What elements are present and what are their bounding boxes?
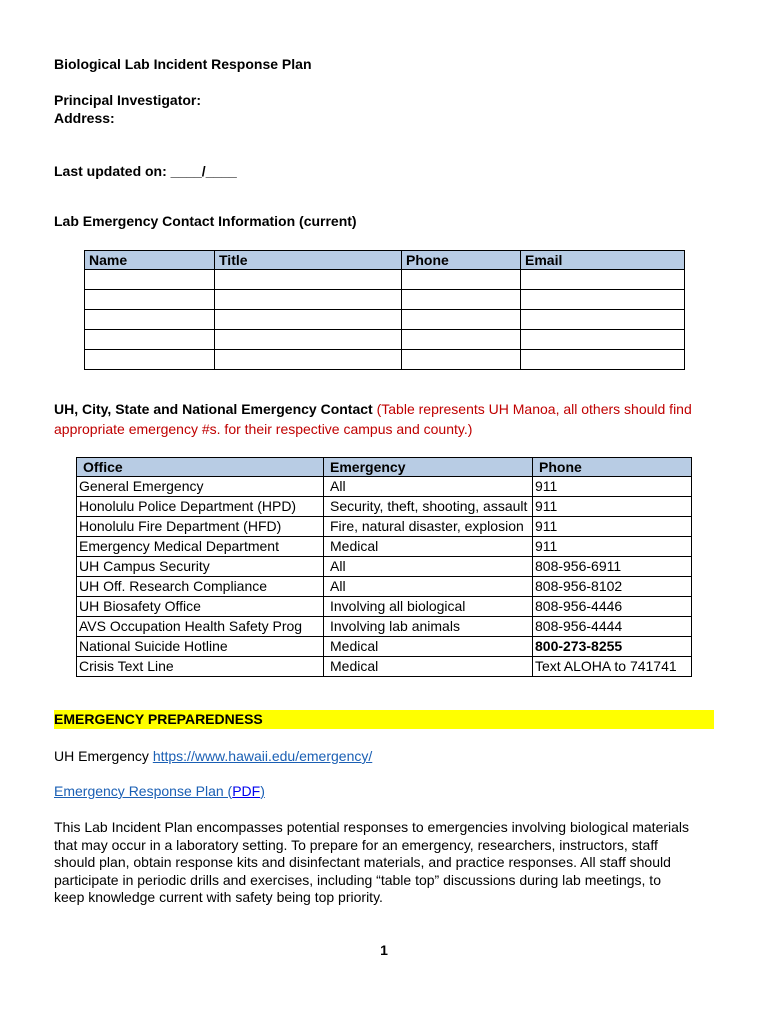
table-row bbox=[77, 557, 692, 577]
table-row bbox=[77, 517, 692, 537]
preparedness-paragraph: This Lab Incident Plan encompasses potential responses to emergencies involving biological materials that may occur in a laboratory setting. To prepare for an emergency, researchers, instructors, staff should plan, obtain response kits and disinfectant materials, and practice responses. All staff should participate in periodic drills and exercises, including “table top” discussions during lab meetings, to keep knowledge current with safety being top priority. bbox=[54, 819, 690, 906]
lab-contacts-heading: Lab Emergency Contact Information (current) bbox=[54, 213, 357, 229]
table-cell-empty bbox=[215, 330, 402, 350]
phone-cell: 808-956-8102 bbox=[533, 577, 692, 597]
table-cell-empty bbox=[402, 270, 521, 290]
office-cell: Emergency Medical Department bbox=[77, 537, 324, 557]
table-header-row bbox=[85, 251, 685, 270]
table-row bbox=[85, 310, 685, 330]
emergency-contacts-note: (Table represents UH Manoa, all others should find appropriate emergency #s. for their respective campus and county.) bbox=[54, 401, 692, 437]
table-row bbox=[77, 657, 692, 677]
column-header-office: Office bbox=[77, 458, 324, 477]
table-cell-empty bbox=[85, 270, 215, 290]
table-cell-empty bbox=[521, 310, 685, 330]
emergency-cell: All bbox=[324, 577, 533, 597]
emergency-plan-pdf-link[interactable]: PDF bbox=[232, 783, 261, 799]
emergency-cell: Security, theft, shooting, assault bbox=[324, 497, 533, 517]
column-header-emergency: Emergency bbox=[324, 458, 533, 477]
column-header-email: Email bbox=[521, 251, 685, 270]
emergency-plan-link-line[interactable] bbox=[54, 783, 265, 799]
office-cell: General Emergency bbox=[77, 477, 324, 497]
emergency-contacts-heading-bold: UH, City, State and National Emergency Contact bbox=[54, 401, 373, 417]
office-cell: Honolulu Fire Department (HFD) bbox=[77, 517, 324, 537]
table-row bbox=[77, 617, 692, 637]
table-cell-empty bbox=[521, 290, 685, 310]
table-row bbox=[85, 350, 685, 370]
table-row bbox=[85, 290, 685, 310]
office-cell: AVS Occupation Health Safety Prog bbox=[77, 617, 324, 637]
phone-cell: 911 bbox=[533, 517, 692, 537]
phone-cell: 911 bbox=[533, 497, 692, 517]
emergency-cell: Fire, natural disaster, explosion bbox=[324, 517, 533, 537]
table-cell-empty bbox=[85, 310, 215, 330]
principal-investigator-label: Principal Investigator: bbox=[54, 92, 202, 108]
table-header-row bbox=[77, 458, 692, 477]
phone-cell: 911 bbox=[533, 537, 692, 557]
table-row bbox=[77, 537, 692, 557]
table-row bbox=[77, 477, 692, 497]
phone-cell: 808-956-4446 bbox=[533, 597, 692, 617]
table-row bbox=[77, 577, 692, 597]
phone-cell: 800-273-8255 bbox=[533, 637, 692, 657]
table-cell-empty bbox=[402, 290, 521, 310]
emergency-cell: Medical bbox=[324, 537, 533, 557]
column-header-name: Name bbox=[85, 251, 215, 270]
table-cell-empty bbox=[85, 350, 215, 370]
column-header-title: Title bbox=[215, 251, 402, 270]
address-label: Address: bbox=[54, 110, 115, 126]
table-cell-empty bbox=[85, 290, 215, 310]
table-cell-empty bbox=[402, 330, 521, 350]
table-row bbox=[77, 637, 692, 657]
phone-cell: Text ALOHA to 741741 bbox=[533, 657, 692, 677]
emergency-contacts-heading bbox=[54, 399, 714, 439]
table-cell-empty bbox=[521, 270, 685, 290]
emergency-cell: Medical bbox=[324, 637, 533, 657]
emergency-cell: Involving all biological bbox=[324, 597, 533, 617]
emergency-cell: All bbox=[324, 477, 533, 497]
table-row bbox=[85, 330, 685, 350]
table-row bbox=[77, 497, 692, 517]
office-cell: UH Biosafety Office bbox=[77, 597, 324, 617]
preparedness-heading: EMERGENCY PREPAREDNESS bbox=[54, 710, 714, 729]
emergency-cell: All bbox=[324, 557, 533, 577]
table-cell-empty bbox=[85, 330, 215, 350]
table-row bbox=[85, 270, 685, 290]
last-updated-label: Last updated on: ____/____ bbox=[54, 163, 237, 179]
uh-emergency-link[interactable]: https://www.hawaii.edu/emergency/ bbox=[152, 748, 373, 764]
table-cell-empty bbox=[402, 310, 521, 330]
phone-cell: 808-956-4444 bbox=[533, 617, 692, 637]
emergency-cell: Medical bbox=[324, 657, 533, 677]
lab-contacts-table bbox=[84, 250, 685, 370]
table-cell-empty bbox=[215, 270, 402, 290]
emergency-contacts-table bbox=[76, 457, 692, 677]
page-number: 1 bbox=[380, 942, 388, 958]
office-cell: Honolulu Police Department (HPD) bbox=[77, 497, 324, 517]
emergency-plan-link-close: ) bbox=[260, 783, 265, 799]
uh-emergency-line bbox=[54, 748, 372, 764]
office-cell: Crisis Text Line bbox=[77, 657, 324, 677]
table-cell-empty bbox=[521, 330, 685, 350]
table-cell-empty bbox=[215, 290, 402, 310]
office-cell: UH Campus Security bbox=[77, 557, 324, 577]
office-cell: UH Off. Research Compliance bbox=[77, 577, 324, 597]
table-cell-empty bbox=[521, 350, 685, 370]
table-cell-empty bbox=[402, 350, 521, 370]
table-cell-empty bbox=[215, 310, 402, 330]
column-header-phone: Phone bbox=[402, 251, 521, 270]
table-cell-empty bbox=[215, 350, 402, 370]
emergency-plan-link[interactable]: Emergency Response Plan ( bbox=[54, 783, 233, 799]
column-header-phone: Phone bbox=[533, 458, 692, 477]
document-title: Biological Lab Incident Response Plan bbox=[54, 56, 312, 72]
table-row bbox=[77, 597, 692, 617]
phone-cell: 808-956-6911 bbox=[533, 557, 692, 577]
office-cell: National Suicide Hotline bbox=[77, 637, 324, 657]
uh-emergency-label: UH Emergency bbox=[54, 748, 149, 764]
emergency-cell: Involving lab animals bbox=[324, 617, 533, 637]
phone-cell: 911 bbox=[533, 477, 692, 497]
